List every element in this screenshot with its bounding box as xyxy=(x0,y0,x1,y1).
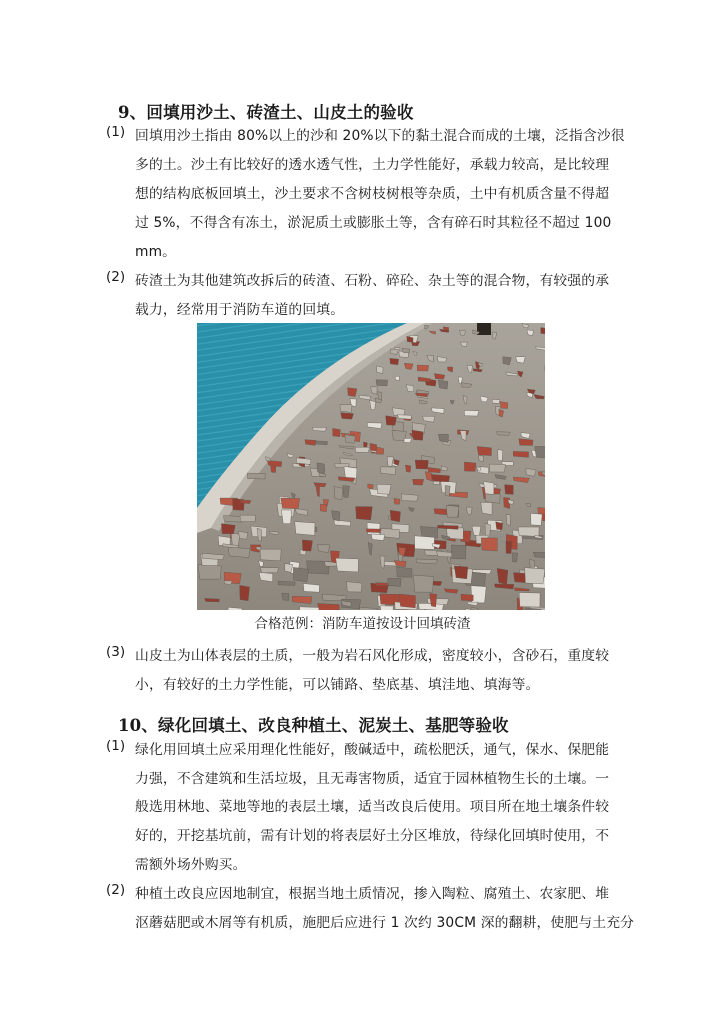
item-number: (2) xyxy=(106,882,126,898)
paragraph-line: 绿化用回填土应采用理化性能好，酸碱适中，疏松肥沃，通气，保水、保肥能 xyxy=(135,742,610,758)
paragraph-line: 力强，不含建筑和生活垃圾，且无毒害物质，适宜于园林植物生长的土壤。一 xyxy=(135,771,610,787)
paragraph-line: mm。 xyxy=(135,244,177,260)
paragraph-line: 需额外场外购买。 xyxy=(135,857,247,873)
paragraph-line: 砖渣土为其他建筑改拆后的砖渣、石粉、碎砼、杂土等的混合物，有较强的承 xyxy=(135,273,610,289)
item-number: (1) xyxy=(106,738,126,754)
paragraph-line: 种植土改良应因地制宜，根据当地土质情况，掺入陶粒、腐殖土、农家肥、堆 xyxy=(135,886,610,902)
item-number: (2) xyxy=(106,269,126,285)
item-number: (3) xyxy=(106,644,126,660)
paragraph-line: 山皮土为山体表层的土质，一般为岩石风化形成，密度较小，含砂石，重度较 xyxy=(135,648,610,664)
paragraph-line: 想的结构底板回填土，沙土要求不含树枝树根等杂质，土中有机质含量不得超 xyxy=(135,186,610,202)
paragraph-line: 回填用沙土指由 80%以上的沙和 20%以下的黏土混合而成的土壤，泛指含沙很 xyxy=(135,128,625,144)
paragraph-line: 小，有较好的土力学性能，可以铺路、垫底基、填洼地、填海等。 xyxy=(135,677,540,693)
item-number: (1) xyxy=(106,124,126,140)
paragraph-line: 沤蘑菇肥或木屑等有机质，施肥后应进行 1 次约 30CM 深的翻耕，使肥与土充分 xyxy=(135,915,635,931)
paragraph-line: 般选用林地、菜地等地的表层土壤，适当改良后使用。项目所在地土壤条件较 xyxy=(135,799,610,815)
figure-caption: 合格范例：消防车道按设计回填砖渣 xyxy=(254,616,471,632)
paragraph-line: 载力，经常用于消防车道的回填。 xyxy=(135,302,345,318)
rubble-road-photo xyxy=(197,323,545,610)
paragraph-line: 过 5%，不得含有冻土，淤泥质土或膨胀土等，含有碎石时其粒径不超过 100 xyxy=(135,215,612,231)
paragraph-line: 多的土。沙土有比较好的透水透气性，土力学性能好，承载力较高，是比较理 xyxy=(135,157,610,173)
section-9-heading: 9、回填用沙土、砖渣土、山皮土的验收 xyxy=(118,103,414,122)
paragraph-line: 好的，开挖基坑前，需有计划的将表层好土分区堆放，待绿化回填时使用，不 xyxy=(135,828,610,844)
section-10-heading: 10、绿化回填土、改良种植土、泥炭土、基肥等验收 xyxy=(118,716,509,735)
